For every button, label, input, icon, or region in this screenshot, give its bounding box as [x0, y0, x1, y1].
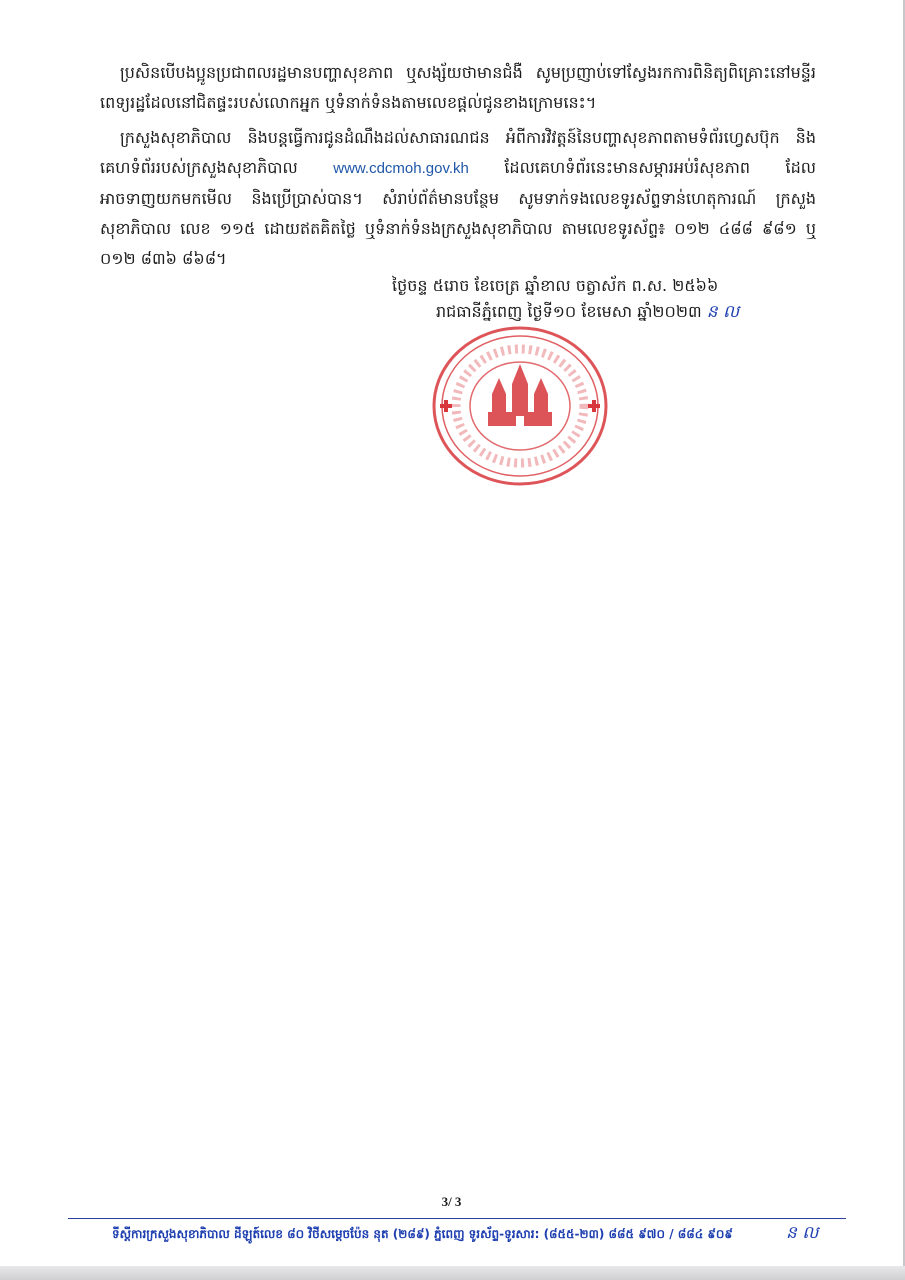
footer-divider: [68, 1218, 846, 1219]
footer-address: ទីស្តីការក្រសួងសុខាភិបាល ដីឡូត៍លេខ ៨០ វិថីសម្តេចប៉ែន នុត (២៨៩) ភ្នំពេញ ទូរស័ព្ទ-ទូរសារ: (៨៥៥-២៣) ៨៨៥ ៩៧០ / ៨៨៤ ៩០៩: [112, 1227, 733, 1241]
lunar-date: ថ្ងៃចន្ទ ៥រោច ខែចេត្រ ឆ្នាំខាល ចត្វាស័ក ព.ស. ២៥៦៦: [392, 276, 719, 295]
paragraph-text-after-link: ដែលគេហទំព័រនេះមានសម្ភារអប់រំសុខភាព ដែលអាចទាញយកមកមើល និងប្រើប្រាស់បាន។ សំរាប់ព័ត៌មានបន្ថែម សូមទាក់ទងលេខទូរស័ព្ទទាន់ហេតុការណ៍ ក្រសួងសុខាភិបាល លេខ ១១៥ ដោយឥតគិតថ្លៃ ឬទំនាក់ទំនងក្រសួងសុខាភិបាល តាមលេខទូរស័ព្ទ៖ ០១២ ៤៨៨ ៩៨១ ឬ ០១២ ៨៣៦ ៨៦៨។: [100, 158, 816, 268]
paragraph-seek-treatment: ប្រសិនបើបងប្អូនប្រជាពលរដ្ឋមានបញ្ហាសុខភាព ឬសង្ស័យថាមានជំងឺ សូមប្រញាប់ទៅស្វែងរកការពិនិត្យពិគ្រោះនៅមន្ទីរពេទ្យរដ្ឋដែលនៅជិតផ្ទះរបស់លោកអ្នក ឬទំនាក់ទំនងតាមលេខផ្តល់ជូនខាងក្រោមនេះ។: [100, 63, 816, 112]
page-number: 3/ 3: [441, 1194, 462, 1209]
page-edge-shadow: [0, 1266, 905, 1280]
temple-emblem-icon: [488, 364, 552, 426]
footer-initials: ន ល: [786, 1223, 819, 1243]
paragraph-text-before-link: ក្រសួងសុខាភិបាល និងបន្តធ្វើការជូនដំណឹងដល់សាធារណជន អំពីការវិវត្តន៍នៃបញ្ហាសុខភាពតាមទំព័រហ្វេសប៊ុក និងគេហទំព័ររបស់ក្រសួងសុខាភិបាល: [100, 128, 816, 177]
website-link[interactable]: www.cdcmoh.gov.kh: [333, 160, 469, 177]
solar-date: រាជធានីភ្នំពេញ ថ្ងៃទី១០ ខែមេសា ឆ្នាំ២០២៣: [436, 302, 702, 321]
ministry-seal: [430, 324, 610, 488]
solar-date-line: [436, 301, 739, 326]
paragraph-information-channels: [100, 123, 816, 274]
handwritten-initials: ន ល: [706, 302, 740, 322]
